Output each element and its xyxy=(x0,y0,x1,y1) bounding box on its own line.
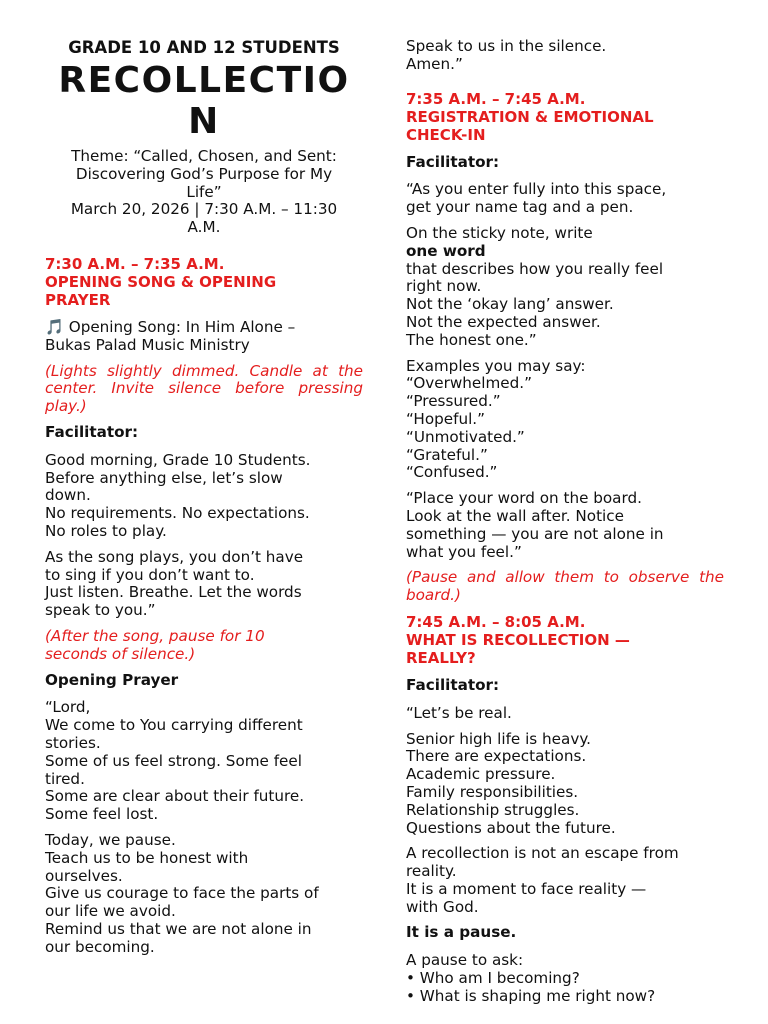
text-line: Speak to us in the silence. xyxy=(406,37,607,55)
sticky-note-paragraph xyxy=(406,225,724,350)
text-line: (After the song, pause for 10 xyxy=(45,626,265,645)
section-title: OPENING SONG & OPENING xyxy=(45,272,277,291)
text-line: stories. xyxy=(45,733,101,752)
grade-heading xyxy=(45,38,363,58)
prayer-paragraph-1 xyxy=(45,699,363,824)
list-item: • Who am I becoming? xyxy=(406,969,580,988)
song-line: Bukas Palad Music Ministry xyxy=(45,335,250,354)
grade-text: GRADE 10 AND 12 STUDENTS xyxy=(68,38,340,57)
text-line: ourselves. xyxy=(45,866,123,885)
section-heading-registration xyxy=(406,90,724,144)
enter-paragraph xyxy=(406,181,724,217)
list-item: • What is shaping me right now? xyxy=(406,986,656,1005)
section-time: 7:35 A.M. – 7:45 A.M. xyxy=(406,89,586,108)
text-line: Teach us to be honest with xyxy=(45,848,249,867)
list-item: “Overwhelmed.” xyxy=(406,374,532,393)
text-line: something — you are not alone in xyxy=(406,524,664,543)
list-item: “Hopeful.” xyxy=(406,409,485,428)
facilitator-label: Facilitator: xyxy=(406,675,500,694)
section-time: 7:45 A.M. – 8:05 A.M. xyxy=(406,612,586,631)
text-line: Academic pressure. xyxy=(406,765,556,784)
text-line: No requirements. No expectations. xyxy=(45,504,310,523)
text-line: No roles to play. xyxy=(45,521,167,540)
theme-line: Life” xyxy=(186,182,222,201)
pause-direction xyxy=(45,628,363,664)
list-item: “Pressured.” xyxy=(406,392,501,411)
text-line: Look at the wall after. Notice xyxy=(406,506,624,525)
page-title xyxy=(45,60,363,142)
text-line: our life we avoid. xyxy=(45,902,176,921)
text-line: We come to You carrying different xyxy=(45,716,303,735)
theme-block xyxy=(45,148,363,237)
stage-direction: (Pause and allow them to observe the board.) xyxy=(406,568,724,605)
text-line: down. xyxy=(45,486,91,505)
text-line: Some are clear about their future. xyxy=(45,787,305,806)
song-note-paragraph xyxy=(45,549,363,620)
prayer-paragraph-2 xyxy=(45,832,363,957)
facilitator-label: Facilitator: xyxy=(45,422,139,441)
right-column xyxy=(406,38,724,1014)
text-line: Remind us that we are not alone in xyxy=(45,919,312,938)
section-title: REGISTRATION & EMOTIONAL xyxy=(406,107,654,126)
text-line: what you feel.” xyxy=(406,542,522,561)
text-line: our becoming. xyxy=(45,937,155,956)
intro-line: “Let’s be real. xyxy=(406,703,512,722)
text-line: Examples you may say: xyxy=(406,356,586,375)
left-column xyxy=(45,38,363,964)
prayer-ending xyxy=(406,38,724,74)
text-line: Not the expected answer. xyxy=(406,312,601,331)
text-line: that describes how you really feel xyxy=(406,259,664,278)
text-line: Give us courage to face the parts of xyxy=(45,884,319,903)
text-line xyxy=(406,225,724,261)
text-line: reality. xyxy=(406,862,457,881)
pause-label: It is a pause. xyxy=(406,923,517,942)
stage-direction: (Lights slightly dimmed. Candle at the center. Invite silence before pressing play.) xyxy=(45,361,363,416)
list-item: “Grateful.” xyxy=(406,445,488,464)
text-line: There are expectations. xyxy=(406,747,587,766)
title-line-1: RECOLLECTIO xyxy=(58,60,350,101)
board-paragraph xyxy=(406,490,724,561)
ask-list xyxy=(406,952,724,1005)
section-title: CHECK-IN xyxy=(406,125,486,144)
section-title: PRAYER xyxy=(45,290,111,309)
text-line: speak to you.” xyxy=(45,601,156,620)
emphasis-text: one word xyxy=(406,241,486,260)
text-line: to sing if you don’t want to. xyxy=(45,565,255,584)
text-line: A recollection is not an escape from xyxy=(406,844,679,863)
recollection-paragraph xyxy=(406,845,724,916)
text-line: “As you enter fully into this space, xyxy=(406,180,667,199)
theme-line: Theme: “Called, Chosen, and Sent: xyxy=(71,147,337,165)
text-line: Senior high life is heavy. xyxy=(406,729,591,748)
text-line: The honest one.” xyxy=(406,330,537,349)
list-item: “Confused.” xyxy=(406,463,498,482)
text-fragment: On the sticky note, write xyxy=(406,223,593,242)
text-line: with God. xyxy=(406,897,479,916)
opening-prayer-label: Opening Prayer xyxy=(45,670,179,689)
song-line: 🎵 Opening Song: In Him Alone – xyxy=(45,317,296,336)
text-line: Some of us feel strong. Some feel xyxy=(45,751,302,770)
text-line: “Place your word on the board. xyxy=(406,489,642,508)
text-line: A pause to ask: xyxy=(406,951,524,970)
text-line: seconds of silence.) xyxy=(45,644,196,663)
text-line: Questions about the future. xyxy=(406,818,616,837)
text-line: tired. xyxy=(45,769,85,788)
section-title: REALLY? xyxy=(406,648,476,667)
text-line: Amen.” xyxy=(406,54,463,73)
text-line: Not the ‘okay lang’ answer. xyxy=(406,295,614,314)
title-line-2: N xyxy=(188,101,220,142)
section-heading-what-is-recollection xyxy=(406,613,724,667)
date-line: A.M. xyxy=(187,218,221,237)
greeting-paragraph xyxy=(45,452,363,541)
list-item: “Unmotivated.” xyxy=(406,427,525,446)
date-line: March 20, 2026 | 7:30 A.M. – 11:30 xyxy=(70,200,338,219)
text-line: Some feel lost. xyxy=(45,805,159,824)
text-line: Just listen. Breathe. Let the words xyxy=(45,583,302,602)
text-line: Relationship struggles. xyxy=(406,800,580,819)
life-paragraph xyxy=(406,731,724,838)
facilitator-label: Facilitator: xyxy=(406,152,500,171)
section-time: 7:30 A.M. – 7:35 A.M. xyxy=(45,254,225,273)
section-heading-opening xyxy=(45,255,363,309)
opening-song xyxy=(45,319,363,355)
examples-list xyxy=(406,358,724,483)
text-line: Before anything else, let’s slow xyxy=(45,468,283,487)
text-line: Today, we pause. xyxy=(45,830,176,849)
text-line: “Lord, xyxy=(45,698,91,717)
text-line: right now. xyxy=(406,277,482,296)
text-line: It is a moment to face reality — xyxy=(406,879,647,898)
text-line: Good morning, Grade 10 Students. xyxy=(45,450,311,469)
text-line: Family responsibilities. xyxy=(406,782,579,801)
theme-line: Discovering God’s Purpose for My xyxy=(75,164,333,183)
section-title: WHAT IS RECOLLECTION — xyxy=(406,630,630,649)
text-line: As the song plays, you don’t have xyxy=(45,547,304,566)
text-line: get your name tag and a pen. xyxy=(406,198,634,217)
